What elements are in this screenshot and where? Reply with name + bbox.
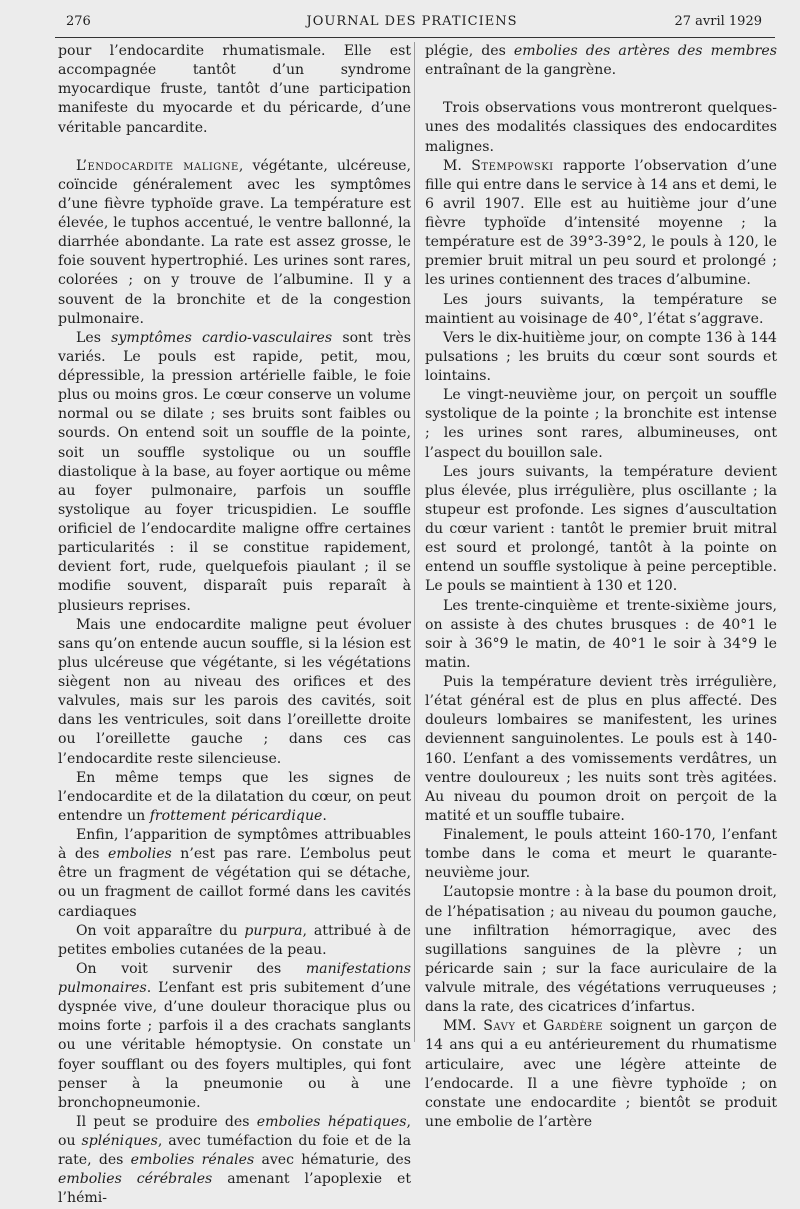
paragraph: Enfin, l’apparition de symptômes attribuables à des embolies n’est pas rare. L’embolus peut être un fragment de végétation qui se détache, ou un fragment de caillot formé dans les cavités cardiaques [58,827,411,920]
paragraph: Vers le dix-huitième jour, on compte 136 à 144 pulsations ; les bruits du cœur sont sourds et lointains. [425,329,777,384]
paragraph: plégie, des embolies des artères des membres entraînant de la gangrène. [425,43,777,79]
header-rule [55,37,775,38]
paragraph: On voit apparaître du purpura, attribué à de petites embolies cutanées de la peau. [58,922,411,958]
paragraph: En même temps que les signes de l’endocardite et de la dilatation du cœur, on peut entendre un frottement péricardique. [58,769,411,824]
paragraph: MM. Savy et Gardère soignent un garçon de 14 ans qui a eu antérieurement du rhumatisme articulaire, avec une légère atteinte de l’endocarde. Il a une fièvre typhoïde ; on constate une endocardite ; bientôt se produit une embolie de l’artère [425,1018,777,1130]
paragraph: Trois observations vous montreront quelques-unes des modalités classiques des endocardites malignes. [425,100,777,155]
paragraph: M. Stempowski rapporte l’observation d’une fille qui entre dans le service à 14 ans et demi, le 6 avril 1907. Elle est au huitième jour d’une fièvre typhoïde d’intensité moyenne ; la température est de 39°3-39°2, le pouls à 120, le premier bruit mitral un peu sourd et prolongé ; les urines contiennent des traces d’albumine. [425,157,778,289]
page-number: 276 [66,14,91,29]
paragraph: Le vingt-neuvième jour, on perçoit un souffle systolique de la pointe ; la bronchite est intense ; les urines sont rares, albumineuses, ont l’aspect du bouillon sale. [425,387,777,461]
paragraph: Finalement, le pouls atteint 160-170, l’enfant tombe dans le coma et meurt le quarante-neuvième jour. [425,827,777,882]
paragraph: Mais une endocardite maligne peut évoluer sans qu’on entende aucun souffle, si la lésion est plus ulcéreuse que végétante, si les végétations siègent non au niveau des orifices et des valvules, mais sur les parois des cavités, soit dans les ventricules, soit dans l’oreillette droite ou l’oreillette gauche ; dans ces cas l’endocardite reste silencieuse. [58,616,411,767]
paragraph: Les jours suivants, la température se maintient au voisinage de 40°, l’état s’aggrave. [425,291,777,327]
paragraph: L’endocardite maligne, végétante, ulcéreuse, coïncide généralement avec les symptômes d’une fièvre typhoïde grave. La température est élevée, le tuphos accentué, le ventre ballonné, la diarrhée abondante. La rate est assez grosse, le foie souvent hypertrophié. Les urines sont rares, colorées ; on y trouve de l’albumine. Il y a souvent de la bronchite et de la congestion pulmonaire. [58,157,411,327]
paragraph: On voit survenir des manifestations pulmonaires. L’enfant est pris subitement d’une dyspnée vive, d’une douleur thoracique plus ou moins forte ; parfois il a des crachats sanglants ou une véritable hémoptysie. On constate un foyer soufflant ou des foyers multiples, qui font penser à la pneumonie ou à une bronchopneumonie. [58,960,411,1111]
paragraph: L’autopsie montre : à la base du poumon droit, de l’hépatisation ; au niveau du poumon gauche, une infiltration hémorragique, avec des sugillations sanguines de la plèvre ; un péricarde sain ; sur la face auriculaire de la valvule mitrale, des végétations verruqueuses ; dans la rate, des cicatrices d’infartus. [425,884,777,1016]
issue-date: 27 avril 1929 [674,14,762,29]
paragraph: Les jours suivants, la température devient plus élevée, plus irrégulière, plus oscillante ; la stupeur est profonde. Les signes d’auscultation du cœur varient : tantôt le premier bruit mitral est sourd et prolongé, tantôt à la pointe on entend un souffle systolique à peine perceptible. Le pouls se maintient à 130 et 120. [425,463,777,595]
left-column [58,42,411,1209]
paragraph: Il peut se produire des embolies hépatiques, ou spléniques, avec tuméfaction du foie et de la rate, des embolies rénales avec hématurie, des embolies cérébrales amenant l’apoplexie et l’hémi- [58,1113,412,1207]
paragraph: Puis la température devient très irrégulière, l’état général est de plus en plus affecté. Des douleurs lombaires se manifestent, les urines deviennent sanguinolentes. Le pouls est à 140-160. L’enfant a des vomissements verdâtres, un ventre douloureux ; les nuits sont très agitées. Au niveau du poumon droit on perçoit de la matité et un souffle tubaire. [425,674,777,824]
column-divider [414,42,415,1042]
paragraph: pour l’endocardite rhumatismale. Elle est accompagnée tantôt d’un syndrome myocardique fruste, tantôt d’une participation manifeste du myocarde et du péricarde, d’une véritable pancardite. [58,43,411,136]
right-column [425,42,777,1132]
paragraph: Les trente-cinquième et trente-sixième jours, on assiste à des chutes brusques : de 40°1 le soir à 36°9 le matin, de 40°1 le soir à 34°9 le matin. [425,597,777,671]
paragraph: Les symptômes cardio-vasculaires sont très variés. Le pouls est rapide, petit, mou, dépressible, la pression artérielle faible, le foie plus ou moins gros. Le cœur conserve un volume normal ou se dilate ; ses bruits sont faibles ou sourds. On entend soit un souffle de la pointe, soit un souffle systolique ou un souffle diastolique à la base, au foyer aortique ou même au foyer pulmonaire, parfois un souffle systolique au foyer tricuspidien. Le souffle orificiel de l’endocardite maligne offre certaines particularités : il se constitue rapidement, devient fort, rude, quelquefois piaulant ; il se modifie souvent, disparaît puis reparaît à plusieurs reprises. [58,329,411,614]
journal-title: JOURNAL DES PRATICIENS [306,14,518,29]
page-header [54,14,770,34]
